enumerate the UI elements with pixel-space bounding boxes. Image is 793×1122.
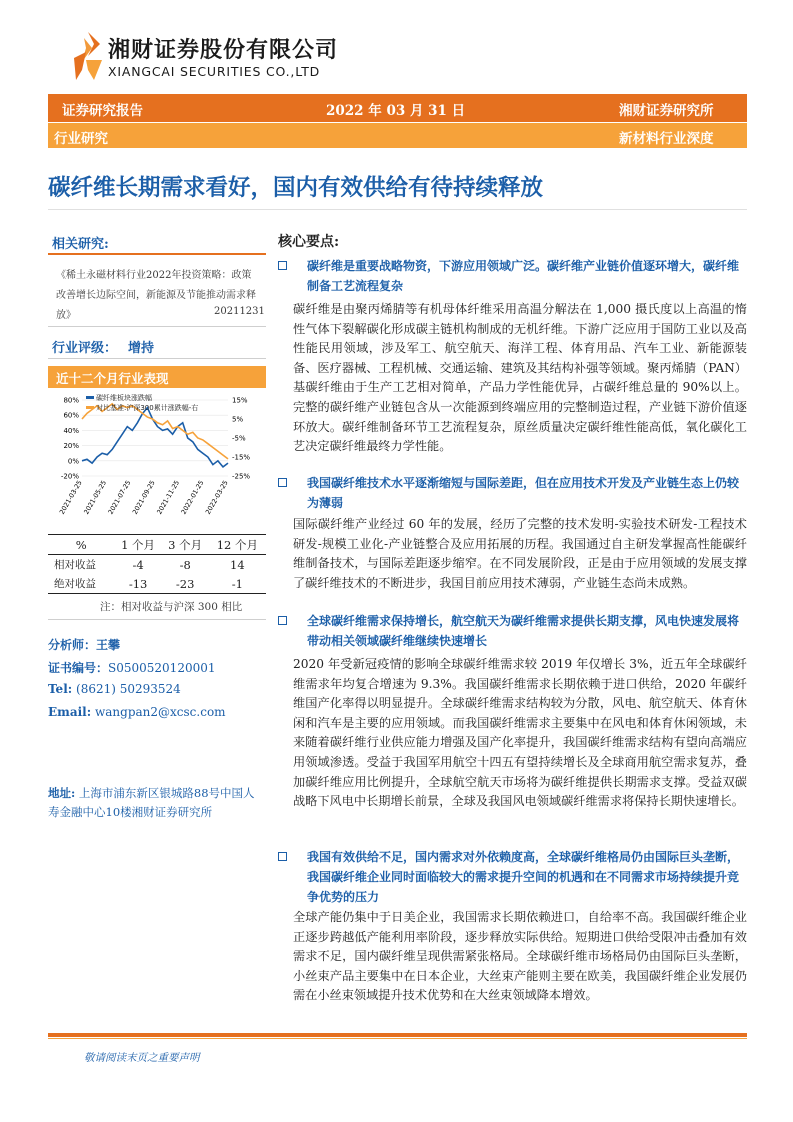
checkbox-bullet-icon: [278, 261, 287, 270]
table-cell: -23: [162, 574, 209, 594]
table-row: [48, 574, 266, 594]
company-name-en: XIANGCAI SECURITIES CO.,LTD: [108, 64, 321, 79]
page-title: 碳纤维长期需求看好，国内有效供给有待持续释放: [48, 175, 544, 201]
table-header: %: [48, 535, 115, 555]
legend-sector: 碳纤维板块涨跌幅: [96, 394, 152, 402]
sector-line: [82, 408, 228, 467]
table-row: [48, 555, 266, 575]
x-tick-label: 2021-05-25: [82, 479, 109, 516]
related-date: 20211231: [214, 306, 265, 317]
x-tick-label: 2022-01-25: [179, 479, 206, 516]
section-body-3: 2020 年受新冠疫情的影响全球碳纤维需求较 2019 年仅增长 3%，近五年全球碳纤维需求年均复合增速为 9.3%。我国碳纤维需求长期依赖于进口供给，2020 年碳纤维国产化率得以明显提升。全球碳纤维需求结构较为分散，风电、航空航天、体育休闲和汽车是主要的应用领域。而我国碳纤维需求主要集中在风电和体育休闲领域，未来随着碳纤维行业供应能力增强及国产化率提升，我国碳纤维需求结构有望向高端应用领域渗透。受益于我国军用航空十四五有望持续增长及全球商用航空需求复苏，叠加碳纤维应用比例提升，全球航空航天市场将为碳纤维提供长期需求支撑。受益双碳战略下风电中长期增长前景，全球及我国风电领域碳纤维需求将保持长期快速增长。: [293, 657, 747, 809]
right-tick-label: 15%: [232, 396, 248, 405]
address-value: 上海市浦东新区银城路88号中国人寿金融中心10楼湘财证券研究所: [48, 786, 255, 819]
table-header: 12 个月: [209, 535, 266, 555]
related-line-3: 放》: [56, 310, 76, 321]
section-body-4: 全球产能仍集中于日美企业，我国需求长期依赖进口，自给率不高。我国碳纤维企业正逐步跨越低产能利用率阶段，逐步释放实际供给。短期进口供给受限冲击叠加有效需求不足，国内碳纤维呈现供需紧张格局。全球碳纤维市场格局仍由国际巨头垄断，小丝束产品主要集中在日本企业，大丝束产能则主要在欧美，我国碳纤维企业发展仍需在小丝束领域提升技术优势和在大丝束领域降本增效。: [293, 910, 747, 1003]
table-bottom-divider: [48, 619, 266, 620]
left-tick-label: -20%: [60, 472, 79, 481]
rating-value: 增持: [128, 341, 155, 356]
legend-swatch-bench: [86, 406, 94, 409]
related-bottom-divider: [48, 326, 266, 327]
table-header: 3 个月: [162, 535, 209, 555]
rating-label: 行业评级：: [52, 341, 118, 356]
checkbox-bullet-icon: [278, 616, 287, 625]
telephone: [48, 682, 181, 696]
legend-swatch-sector: [86, 396, 94, 399]
performance-heading: 近十二个月行业表现: [56, 371, 169, 386]
x-tick-label: 2021-11-25: [155, 479, 182, 516]
section-heading-2: 我国碳纤维技术水平逐渐缩短与国际差距，但在应用技术开发及产业链生态上仍较为薄弱: [307, 476, 740, 510]
section-body-1: 碳纤维是由聚丙烯腈等有机母体纤维采用高温分解法在 1,000 摄氏度以上高温的惰性气体下裂解碳化形成碳主链机构制成的无机纤维。下游广泛应用于国防工业以及高性能民用领域，涉及军工、航空航天、海洋工程、体育用品、汽车工业、新能源装备、医疗器械、工程机械、交通运输、建筑及其结构补强等领域。聚丙烯腈（PAN）基碳纤维由于生产工艺相对简单，产品力学性能优异，占碳纤维总量的 90%以上。完整的碳纤维产业链包含从一次能源到终端应用的完整制造过程，产业链下游价值逐环放大。碳纤维制备环节工艺流程复杂，原丝质量决定碳纤维性能高低，氧化碳化工艺决定碳纤维最终力学性能。: [293, 302, 747, 454]
section-heading-4: 我国有效供给不足，国内需求对外依赖度高，全球碳纤维格局仍由国际巨头垄断，我国碳纤维企业同时面临较大的需求提升空间的机遇和在不同需求市场持续提升竞争优势的压力: [307, 850, 740, 904]
report-category: 行业研究: [54, 131, 108, 147]
row-label: 绝对收益: [48, 574, 115, 594]
footer-divider: [48, 1033, 747, 1037]
table-header: 1 个月: [115, 535, 162, 555]
benchmark-line: [82, 404, 228, 459]
table-note: 注：相对收益与沪深 300 相比: [100, 601, 243, 613]
address-label: 地址:: [48, 786, 76, 800]
section-heading-1: 碳纤维是重要战略物资，下游应用领域广泛。碳纤维产业链价值逐环增大，碳纤维制备工艺流程复杂: [307, 259, 740, 293]
analyst: [48, 636, 120, 653]
rating-divider: [48, 358, 266, 359]
report-type: 证券研究报告: [62, 103, 143, 119]
footer-divider-thin: [48, 1038, 747, 1039]
left-tick-label: 0%: [67, 457, 79, 466]
section-heading-3: 全球碳纤维需求保持增长，航空航天为碳纤维需求提供长期支撑，风电快速发展将带动相关领域碳纤维继续快速增长: [307, 614, 740, 648]
title-divider: [48, 209, 747, 210]
performance-table: [48, 534, 266, 594]
core-points-heading: 核心要点:: [278, 234, 340, 250]
right-tick-label: -5%: [232, 434, 246, 443]
table-header-row: [48, 535, 266, 555]
checkbox-bullet-icon: [278, 852, 287, 861]
table-cell: -13: [115, 574, 162, 594]
x-tick-label: 2021-07-25: [106, 479, 133, 516]
section-body-2: 国际碳纤维产业经过 60 年的发展，经历了完整的技术发明-实验技术研发-工程技术研发-规模工业化-产业链整合及应用拓展的历程。我国通过自主研发掌握高性能碳纤维制备技术，与国际差距逐步缩窄。在不同发展阶段，正是由于应用领域的发展支撑了碳纤维技术的不断进步，我国目前应用技术薄弱，产业链生态尚未成熟。: [293, 517, 747, 590]
report-subject: 新材料行业深度: [619, 131, 714, 147]
table-cell: 14: [230, 557, 245, 572]
research-institute: 湘财证券研究所: [619, 103, 714, 119]
analyst-label: 分析师：: [48, 638, 97, 652]
checkbox-bullet-icon: [278, 478, 287, 487]
table-cell: -4: [132, 557, 144, 572]
related-line-2: 改善增长边际空间，新能源及节能推动需求释: [56, 290, 256, 301]
right-tick-label: -15%: [232, 453, 251, 462]
legend-bench: 对比基准:沪深300累计涨跌幅-右: [96, 404, 199, 412]
related-divider: [48, 253, 266, 255]
right-tick-label: -25%: [232, 472, 251, 481]
performance-heading-bar: [48, 366, 266, 388]
report-date: 2022 年 03 月 31 日: [326, 103, 466, 119]
x-tick-label: 2021-09-25: [130, 479, 157, 516]
email: [48, 705, 226, 719]
table-cell: -8: [179, 557, 191, 572]
related-line-1: 《稀土永磁材料行业2022年投资策略：政策: [56, 270, 252, 281]
left-tick-label: 20%: [63, 442, 79, 451]
company-logo-icon: [70, 30, 106, 82]
tel-label: Tel:: [48, 682, 73, 696]
disclaimer-note: 敬请阅读末页之重要声明: [84, 1052, 200, 1064]
cert-value: S0500520120001: [108, 661, 216, 675]
right-tick-label: 5%: [232, 415, 244, 424]
related-research-heading: 相关研究:: [52, 237, 109, 252]
left-tick-label: 80%: [63, 396, 79, 405]
address: [48, 784, 266, 822]
x-tick-label: 2022-03-25: [203, 479, 230, 516]
email-label: Email:: [48, 705, 92, 719]
company-name-cn: 湘财证券股份有限公司: [108, 38, 339, 63]
tel-value: (8621) 50293524: [76, 682, 181, 696]
left-tick-label: 40%: [63, 426, 79, 435]
performance-chart: [48, 392, 266, 524]
row-label: 相对收益: [54, 559, 96, 571]
certificate: [48, 659, 216, 676]
email-link[interactable]: wangpan2@xcsc.com: [95, 705, 226, 719]
left-tick-label: 60%: [63, 411, 79, 420]
cert-label: 证书编号：: [48, 661, 109, 675]
x-tick-label: 2021-03-25: [57, 479, 84, 516]
analyst-name: 王攀: [96, 638, 121, 652]
table-cell: -1: [209, 574, 266, 594]
